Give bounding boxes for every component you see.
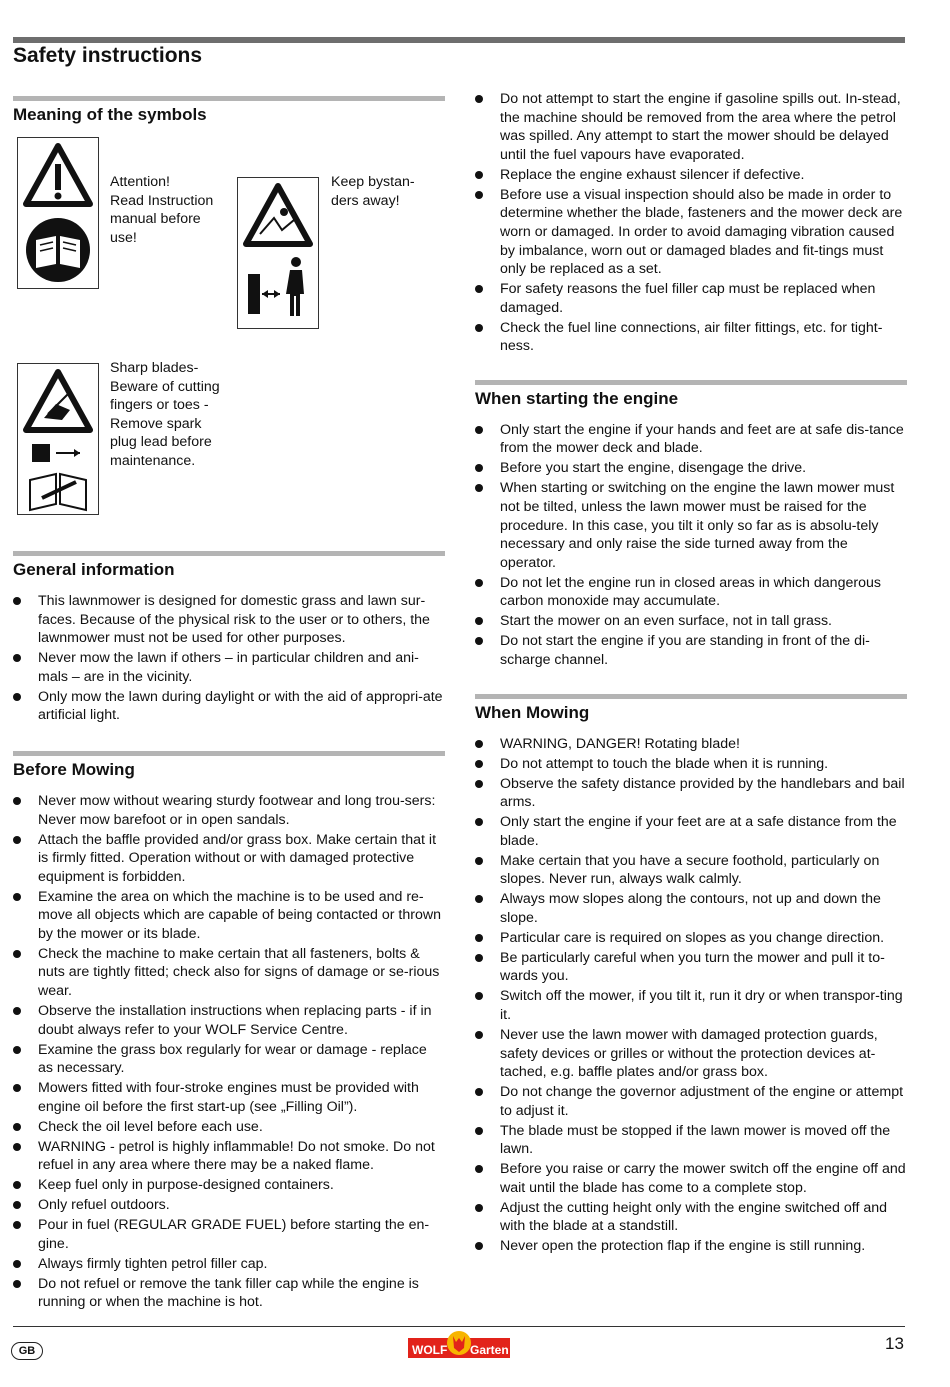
list-item: This lawnmower is designed for domestic grass and lawn sur-faces. Because of the physical risk to the user or to others, the lawnmower must not be used for other purposes. xyxy=(13,592,445,648)
list-item: The blade must be stopped if the lawn mower is moved off the lawn. xyxy=(475,1122,907,1159)
list-item: For safety reasons the fuel filler cap must be replaced when damaged. xyxy=(475,280,907,317)
symbols-title: Meaning of the symbols xyxy=(13,105,207,124)
list-item: Mowers fitted with four-stroke engines must be provided with engine oil before the first start-up (see „Filling Oil”). xyxy=(13,1079,445,1116)
list-item: Check the oil level before each use. xyxy=(13,1118,445,1137)
before-mowing-section xyxy=(13,751,445,1312)
section-rule xyxy=(13,551,445,556)
list-item: Do not change the governor adjustment of the engine or attempt to adjust it. xyxy=(475,1083,907,1120)
before-mowing-list xyxy=(13,792,445,1312)
list-item: Never mow the lawn if others – in particular children and ani-mals – are in the vicinity. xyxy=(13,649,445,686)
list-item: Be particularly careful when you turn the mower and pull it to-wards you. xyxy=(475,949,907,986)
list-item: Always firmly tighten petrol filler cap. xyxy=(13,1255,445,1274)
list-item: Attach the baffle provided and/or grass box. Make certain that it is firmly fitted. Operation without or with damaged protective equipment is forbidden. xyxy=(13,831,445,887)
list-item: Check the fuel line connections, air filter fittings, etc. for tight-ness. xyxy=(475,319,907,356)
list-item: Observe the installation instructions when replacing parts - if in doubt always refer to your WOLF Service Centre. xyxy=(13,1002,445,1039)
list-item: Observe the safety distance provided by the handlebars and bail arms. xyxy=(475,775,907,812)
logo-text-garten: Garten xyxy=(470,1343,509,1357)
left-column xyxy=(13,96,445,1313)
list-item: Adjust the cutting height only with the engine switched off and with the blade at a standstill. xyxy=(475,1199,907,1236)
symbols-section xyxy=(13,96,445,537)
list-item: Before use a visual inspection should also be made in order to determine whether the blade, fasteners and the mower deck are worn or damaged. In order to avoid damaging vibration caused by imbalance, worn out or damaged blades and fit-tings must only be replaced as a set. xyxy=(475,186,907,279)
list-item: Particular care is required on slopes as you change direction. xyxy=(475,929,907,948)
keep-bystanders-away-icon xyxy=(237,177,319,329)
list-item: Examine the grass box regularly for wear or damage - replace as necessary. xyxy=(13,1041,445,1078)
list-item: WARNING - petrol is highly inflammable! Do not smoke. Do not refuel in any area where there may be a naked flame. xyxy=(13,1138,445,1175)
list-item: Never mow without wearing sturdy footwear and long trou-sers: Never mow barefoot or in open sandals. xyxy=(13,792,445,829)
list-item: Do not attempt to touch the blade when it is running. xyxy=(475,755,907,774)
mowing-list xyxy=(475,735,907,1257)
list-item: Switch off the mower, if you tilt it, run it dry or when transpor-ting it. xyxy=(475,987,907,1024)
footer-rule xyxy=(13,1326,905,1327)
list-item: Always mow slopes along the contours, not up and down the slope. xyxy=(475,890,907,927)
country-badge: GB xyxy=(11,1342,43,1360)
logo-text-wolf: WOLF xyxy=(412,1343,448,1357)
list-item: Do not start the engine if you are standing in front of the di-scharge channel. xyxy=(475,632,907,669)
list-item: Make certain that you have a secure foothold, particularly on slopes. Never run, always walk calmly. xyxy=(475,852,907,889)
symbol-text-sharp-blades: Sharp blades- Beware of cutting fingers or toes - Remove spark plug lead before maintenance. xyxy=(110,360,220,469)
symbols-grid xyxy=(13,137,445,537)
section-rule xyxy=(13,96,445,101)
list-item: Only start the engine if your hands and feet are at safe dis-tance from the mower deck and blade. xyxy=(475,421,907,458)
list-item: Examine the area on which the machine is to be used and re-move all objects which are capable of being contacted or thrown by the mower or its blade. xyxy=(13,888,445,944)
continued-list xyxy=(475,90,907,356)
list-item: Only start the engine if your feet are at a safe distance from the blade. xyxy=(475,813,907,850)
continued-section xyxy=(475,90,907,356)
list-item: Replace the engine exhaust silencer if defective. xyxy=(475,166,907,185)
before-mowing-title: Before Mowing xyxy=(13,759,135,779)
general-section xyxy=(13,551,445,725)
list-item: Do not let the engine run in closed areas in which dangerous carbon monoxide may accumulate. xyxy=(475,574,907,611)
mowing-section xyxy=(475,694,907,1257)
section-rule xyxy=(475,380,907,385)
list-item: Only mow the lawn during daylight or with the aid of appropri-ate artificial light. xyxy=(13,688,445,725)
list-item: Never open the protection flap if the engine is still running. xyxy=(475,1237,907,1256)
list-item: Before you start the engine, disengage the drive. xyxy=(475,459,907,478)
wolf-garten-logo xyxy=(408,1330,510,1360)
list-item: Do not attempt to start the engine if gasoline spills out. In-stead, the machine should be removed from the area where the petrol was spilled. Any attempt to start the mower should be delayed until the fuel vapours have evaporated. xyxy=(475,90,907,164)
section-rule xyxy=(475,694,907,699)
page-title: Safety instructions xyxy=(13,44,203,67)
starting-list xyxy=(475,421,907,670)
starting-title: When starting the engine xyxy=(475,388,679,408)
list-item: WARNING, DANGER! Rotating blade! xyxy=(475,735,907,754)
mowing-title: When Mowing xyxy=(475,702,590,722)
sharp-blades-icon xyxy=(17,363,99,515)
general-list xyxy=(13,592,445,725)
starting-section xyxy=(475,380,907,670)
symbol-text-bystanders: Keep bystan- ders away! xyxy=(331,174,415,209)
list-item: When starting or switching on the engine the lawn mower must not be tilted, unless the lawn mower must be raised for the procedure. In this case, you tilt it only so far as is absolu-tely necessary and only raise the side turned away from the operator. xyxy=(475,479,907,572)
section-rule xyxy=(13,751,445,756)
list-item: Before you raise or carry the mower switch off the engine off and wait until the blade has come to a complete stop. xyxy=(475,1160,907,1197)
top-rule xyxy=(13,37,905,43)
list-item: Start the mower on an even surface, not in tall grass. xyxy=(475,612,907,631)
general-title: General information xyxy=(13,560,175,579)
warning-read-manual-icon xyxy=(17,137,99,289)
list-item: Keep fuel only in purpose-designed containers. xyxy=(13,1176,445,1195)
list-item: Only refuel outdoors. xyxy=(13,1196,445,1215)
page-number: 13 xyxy=(885,1334,904,1353)
right-column xyxy=(475,90,907,1257)
list-item: Pour in fuel (REGULAR GRADE FUEL) before starting the en-gine. xyxy=(13,1216,445,1253)
list-item: Check the machine to make certain that all fasteners, bolts & nuts are tightly fitted; check also for signs of damage or se-rious wear. xyxy=(13,945,445,1001)
list-item: Never use the lawn mower with damaged protection guards, safety devices or grilles or without the protection devices at-tached, e.g. baffle plates and/or grass box. xyxy=(475,1026,907,1082)
symbol-text-read-manual: Attention! Read Instruction manual before use! xyxy=(110,174,214,246)
list-item: Do not refuel or remove the tank filler cap while the engine is running or when the machine is hot. xyxy=(13,1275,445,1312)
